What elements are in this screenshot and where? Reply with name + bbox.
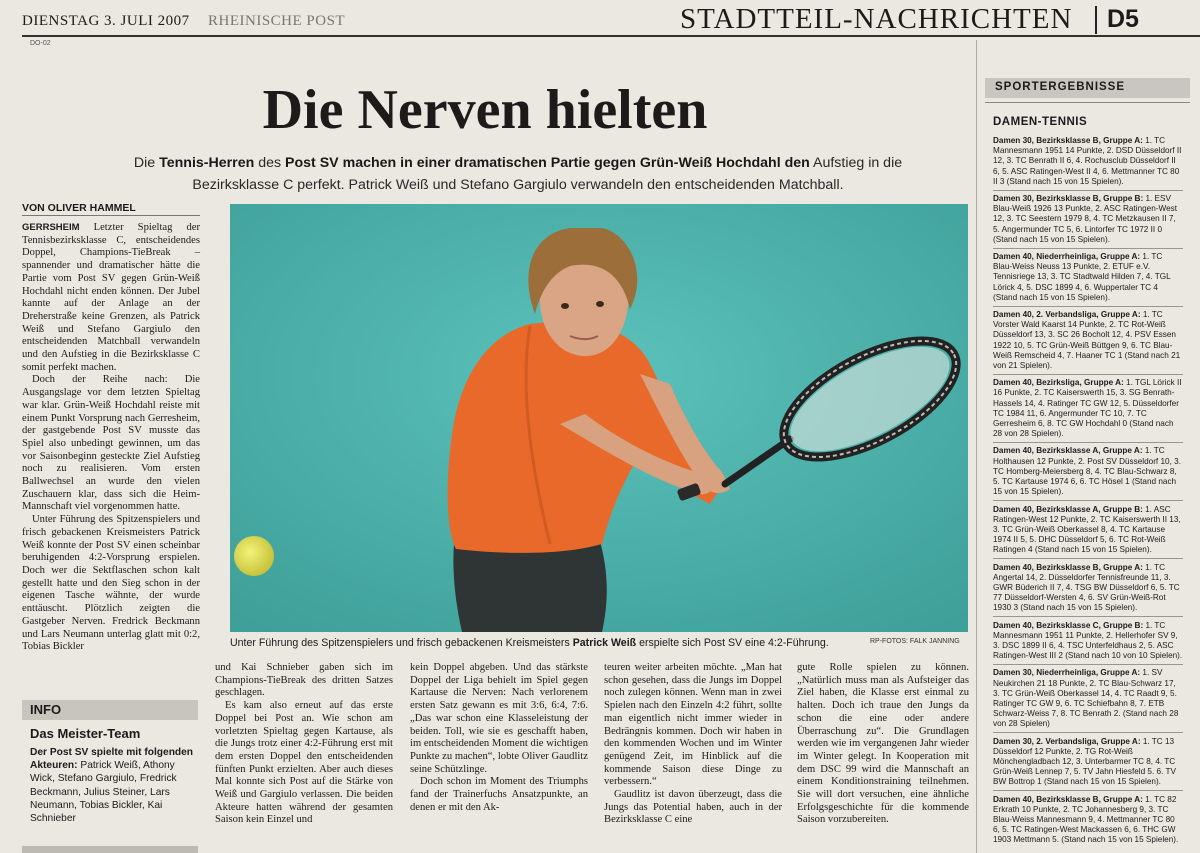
header-section-title: STADTTEIL-NACHRICHTEN [680, 3, 1073, 35]
result-standings: 1. ESV Blau-Weiß 1926 13 Punkte, 2. ASC Ratingen-West 12, 3. TC Seestern 1979 8, 4. TC Metzkausen II 7, 5. Angermunder TC 5, 6. Lintorfer TC 1972 II 0 (Stand nach 15 von 15 Spielen). [993, 194, 1178, 244]
lead-part: des [254, 155, 286, 171]
results-list [993, 136, 1183, 846]
info-box-tag: INFO [30, 702, 62, 717]
result-separator [993, 248, 1183, 249]
result-separator [993, 732, 1183, 733]
paragraph-text: Letzter Spieltag der Tennisbezirksklasse C, entscheidendes Doppel, Champions-TieBreak – spannender und dramatischer hätte die Partie vom Post SV gegen Grün-Weiß Hochdahl nicht enden können. Der Jubel kannte auf der Anlage an der Dreherstraße keine Grenzen, als Patrick Weiß und Stefano Gargiulo den entscheidenden Matchball verwandeln und den Aufstieg in die Bezirksklasse C somit perfekt machen. [22, 222, 200, 373]
result-entry [993, 668, 1183, 729]
result-standings: 1. TC Vorster Wald Kaarst 14 Punkte, 2. TC Rot-Weiß Düsseldorf 13, 3. SC 26 Bocholt 12, 4. PSV Essen 1922 10, 5. TC Grün-Weiß Büttgen 9, 6. TC Blau-Weiß Remscheid 4, 7. Haaner TC 1 (Stand nach 21 von 21 Spielen). [993, 310, 1181, 371]
article-paragraph: Gaudlitz ist davon überzeugt, dass die Jungs das Potential haben, auch in der Bezirksklasse C eine [604, 789, 782, 826]
info-box-text: Patrick Weiß, Athony Wick, Stefano Gargiulo, Fredrick Beckmann, Julius Steiner, Lars Neumann, Tobias Bickler, Kai Schnieber [30, 760, 177, 825]
article-column-4 [604, 662, 782, 827]
photo-credit: RP-FOTOS: FALK JANNING [870, 638, 960, 645]
article-byline: VON OLIVER HAMMEL [22, 202, 136, 214]
article-photo [230, 204, 968, 632]
result-separator [993, 306, 1183, 307]
article-column-3 [410, 662, 588, 814]
result-league: Damen 40, Bezirksklasse A, Gruppe B: [993, 504, 1143, 514]
result-standings: 1. ASC Ratingen-West 12 Punkte, 2. TC Kaiserswerth II 13, 3. TC Grün-Weiß Oberkassel 8, 4. TC Kartause 1974 II 5, 5. DHC Düsseldorf 5, 6. TC Rot-Weiß Ratingen 4 (Stand nach 15 von 15 Spielen). [993, 504, 1181, 555]
result-separator [993, 664, 1183, 665]
header-paper-name: RHEINISCHE POST [208, 13, 346, 29]
caption-part: Unter Führung des Spitzenspielers und frisch gebackenen Kreismeisters [230, 637, 573, 649]
result-league: Damen 30, Niederrheinliga, Gruppe A: [993, 668, 1141, 678]
result-separator [993, 558, 1183, 559]
photo-caption [230, 637, 850, 649]
header-rule [22, 35, 1200, 37]
tennis-ball-icon [234, 536, 274, 576]
result-entry [993, 795, 1183, 846]
result-entry [993, 621, 1183, 662]
info-box-lead: Der Post SV spielte mit folgenden Akteuren: [30, 747, 194, 772]
tennis-player-illustration [230, 204, 968, 632]
header-edition-code: DO-02 [30, 40, 51, 47]
result-entry [993, 505, 1183, 556]
result-entry [993, 194, 1183, 245]
caption-part: erspielte sich Post SV eine 4:2-Führung. [636, 637, 829, 649]
article-paragraph: und Kai Schnieber gaben sich im Champions-TieBreak des dritten Satzes geschlagen. [215, 662, 393, 699]
result-separator [993, 190, 1183, 191]
lead-emphasis: Post SV machen in einer dramatischen Partie gegen Grün-Weiß Hochdahl den [285, 155, 810, 171]
article-column-2 [215, 662, 393, 827]
article-paragraph: Unter Führung des Spitzenspielers und frisch gebackenen Kreismeisters Patrick Weiß konnte der Post SV einen scheinbar beruhigenden 4:2-Vorsprung erspielen. Doch wer die Sektflaschen schon kalt gestellt hatte und den Sieg schon in der eigenen Tasche wähnte, der wurde enttäuscht. Plötzlich zeigten die Gastgeber Nerven. Fredrick Beckmann und Lars Neumann unterlag glatt mit 0:2, Tobias Bickler [22, 514, 200, 653]
result-separator [993, 500, 1183, 501]
result-standings: 1. TC Blau-Weiss Neuss 13 Punkte, 2. ETUF e.V. Tennisriege 13, 3. TC Stadtwald Hilden 7, 4. TGL Lörick 4, 5. DSC 1899 4, 6. Wuppertaler TC 4 (Stand nach 15 von 15 Spielen). [993, 252, 1171, 302]
result-entry [993, 378, 1183, 439]
result-league: Damen 30, 2. Verbandsliga, Gruppe A: [993, 736, 1141, 746]
result-entry [993, 446, 1183, 497]
header-page-number: D5 [1107, 5, 1139, 33]
result-separator [993, 374, 1183, 375]
result-league: Damen 40, Bezirksklasse B, Gruppe A: [993, 562, 1143, 572]
article-column-5 [797, 662, 969, 827]
info-box-body [30, 746, 198, 825]
result-league: Damen 40, 2. Verbandsliga, Gruppe A: [993, 310, 1141, 320]
result-separator [993, 442, 1183, 443]
sidebar-title: SPORTERGEBNISSE [995, 81, 1126, 93]
result-league: Damen 30, Bezirksklasse B, Gruppe B: [993, 194, 1144, 204]
header-page-divider [1095, 6, 1097, 34]
result-separator [993, 616, 1183, 617]
result-standings: 1. TC 82 Erkrath 10 Punkte, 2. TC Johannesberg 9, 3. TC Blau-Weiss Mannesmann 9, 4. Mettmanner TC 80 6, 5. TC Ratingen-West Mackassen 6, 6. THC GW 1903 Mettmann 5. (Stand nach 15 von 15 Spielen). [993, 794, 1179, 845]
byline-rule [22, 215, 200, 216]
result-standings: 1. TC Mannesmann 1951 14 Punkte, 2. DSD Düsseldorf II 12, 3. TC Benrath II 6, 4. Rochusclub Düsseldorf II 6, 5. ASC Ratingen-West II 4, 6. Mettmanner TC 80 II 3 (Stand nach 15 von 15 Spielen). [993, 136, 1182, 186]
result-league: Damen 40, Bezirksklasse A, Gruppe A: [993, 446, 1143, 456]
article-paragraph: Es kam also erneut auf das erste Doppel bei Post an. Wie schon am vorletzten Spieltag gegen Kartause, als die Jungs trotz einer 4:2-Führung erst mit dem ersten Doppel den entscheidenden fünften Punkt erzielten. Aber auch dieses Mal konnte sich Post auf die Stärke von Weiß und Gargiulo verlassen. Die beiden Akteure hatten während der gesamten Saison kein Einzel und [215, 700, 393, 826]
sidebar-rule [985, 102, 1190, 103]
sidebar-results [985, 78, 1190, 853]
caption-emphasis: Patrick Weiß [572, 637, 637, 649]
result-entry [993, 310, 1183, 371]
sidebar-subtitle: DAMEN-TENNIS [993, 116, 1088, 128]
result-standings: 1. TC Mannesmann 1951 11 Punkte, 2. Hellerhofer SV 9, 3. DSC 1899 II 6, 4. TSC Unterfeldhaus 2, 5. ASC Ratingen-West III 2 (Stand nach 10 von 10 Spielen). [993, 620, 1183, 661]
article-paragraph [22, 222, 200, 374]
result-entry [993, 136, 1183, 187]
header-date: DIENSTAG 3. JULI 2007 [22, 13, 190, 29]
info-box-title: Das Meister-Team [30, 726, 141, 741]
result-entry [993, 252, 1183, 303]
result-league: Damen 40, Bezirksliga, Gruppe A: [993, 378, 1124, 388]
article-paragraph: Doch schon im Moment des Triumphs fand der Trainerfuchs Ansatzpunkte, an denen er mit den Ak- [410, 776, 588, 813]
article-column-1 [22, 222, 200, 654]
result-league: Damen 40, Niederrheinliga, Gruppe A: [993, 252, 1141, 262]
sidebar-divider [976, 40, 977, 853]
result-standings: 1. TC Holthausen 12 Punkte, 2. Post SV Düsseldorf 10, 3. TC Homberg-Meiersberg 8, 4. TC Blau-Schwarz 8, 5. TC Kartause 1974 6, 6. TC Hösel 1 (Stand nach 15 von 15 Spielen). [993, 446, 1181, 497]
result-entry [993, 737, 1183, 788]
result-league: Damen 40, Bezirksklasse C, Gruppe B: [993, 620, 1144, 630]
info-box [22, 700, 198, 843]
result-standings: 1. TC Angertal 14, 2. Düsseldorfer Tennisfreunde 11, 3. GWR Büderich II 7, 4. TSG BW Düsseldorf 6, 5. TC 77 Düsseldorf-Wersten 4, 6. SV Grün-Weiß-Rot 1930 3 (Stand nach 15 von 15 Spielen). [993, 562, 1180, 613]
article-headline: Die Nerven hielten [262, 79, 708, 141]
lead-emphasis: Tennis-Herren [159, 155, 255, 171]
article-paragraph: Doch der Reihe nach: Die Ausgangslage vor dem letzten Spieltag war klar. Grün-Weiß Hochdahl reiste mit einem Punkt Vorsprung nach Gerresheim, der gastgebende Post SV musste das Spiel also unbedingt gewinnen, um das vor Saisonbeginn gesteckte Ziel Aufstieg noch zu realisieren. Vom ersten Ballwechsel an wurde den vielen Zuschauern klar, dass sich die Heim-Mannschaft viel vorgenommen hatte. [22, 374, 200, 513]
result-separator [993, 790, 1183, 791]
lead-part: Aufstieg in die Bezirksklasse C perfekt. Patrick Weiß und Stefano Gargiulo verwandeln den entscheidenden Matchball. [192, 155, 903, 193]
result-standings: 1. SV Neukirchen 21 18 Punkte, 2. TC Blau-Schwarz 17, 3. TC Grün-Weiß Oberkassel 14, 4. TC Raadt 9, 5. Ratinger TC GW 9, 6. TC Schiefbahn 8, 7. ETB Schwarz-Weiss 7, 8. TC Benrath 2. (Stand nach 28 von 28 Spielen) [993, 668, 1179, 729]
result-entry [993, 563, 1183, 614]
result-standings: 1. TGL Lörick II 16 Punkte, 2. TC Kaiserswerth 15, 3. SG Benrath-Hassels 14, 4. Ratinger TC GW 12, 5. Düsseldorfer TC 1984 11, 6. Angermunder TC 10, 7. TC Gerresheim 6, 8. TC GW Hochdahl 0 (Stand nach 28 von 28 Spielen). [993, 378, 1182, 439]
result-league: Damen 30, Bezirksklasse B, Gruppe A: [993, 136, 1143, 145]
article-lead [128, 152, 908, 196]
result-league: Damen 40, Bezirksklasse B, Gruppe A: [993, 794, 1143, 804]
lead-part: Die [133, 155, 160, 171]
article-paragraph: teuren weiter arbeiten möchte. „Man hat schon gesehen, dass die Jungs im Doppel noch zulegen können. Wenn man in zwei Spielen nach den Einzeln 4:2 führt, sollte man eigentlich nicht immer wieder in Bedrängnis kommen. Doch wir haben in den kommenden Wochen und im Winter genügend Zeit, im Hinblick auf die kommende Saison diese Dinge zu verbessern.“ [604, 662, 782, 788]
result-standings: 1. TC 13 Düsseldorf 12 Punkte, 2. TG Rot-Weiß Mönchengladbach 12, 3. Unterbarmer TC 8, 4. TC Grün-Weiß Lennep 7, 5. TV Jahn Hiesfeld 5. 6. TV BW Bottrop 1 (Stand nach 15 von 15 Spielen). [993, 736, 1176, 787]
article-paragraph: kein Doppel abgeben. Und das stärkste Doppel der Liga behielt im Spiel gegen Kartause die Nerven: Nach verlorenem ersten Satz gewann es mit 3:6, 6:4, 7:6. „Das war schon eine Klasseleistung der beiden. Toll, wie sie es geschafft haben, im entscheidenden Moment die wichtigen Punkte zu machen“, lobte Oliver Gaudlitz seine Schützlinge. [410, 662, 588, 775]
bottom-bar [22, 846, 198, 853]
article-paragraph: gute Rolle spielen zu können. „Natürlich muss man als Aufsteiger das Ziel haben, die Klasse erst einmal zu halten. Doch ich traue den Jungs da schon die eine oder andere Überraschung zu“. Die Grundlagen werden wie im vergangenen Jahr wieder im Winter gelegt. In Kooperation mit dem DSC 99 wird die Mannschaft an einem Konditionstraining teilnehmen. Sie will dort versuchen, eine ähnliche Erfolgsgeschichte für die kommende Saison vorzubereiten. [797, 662, 969, 826]
article-dateline: GERRSHEIM [22, 222, 80, 233]
